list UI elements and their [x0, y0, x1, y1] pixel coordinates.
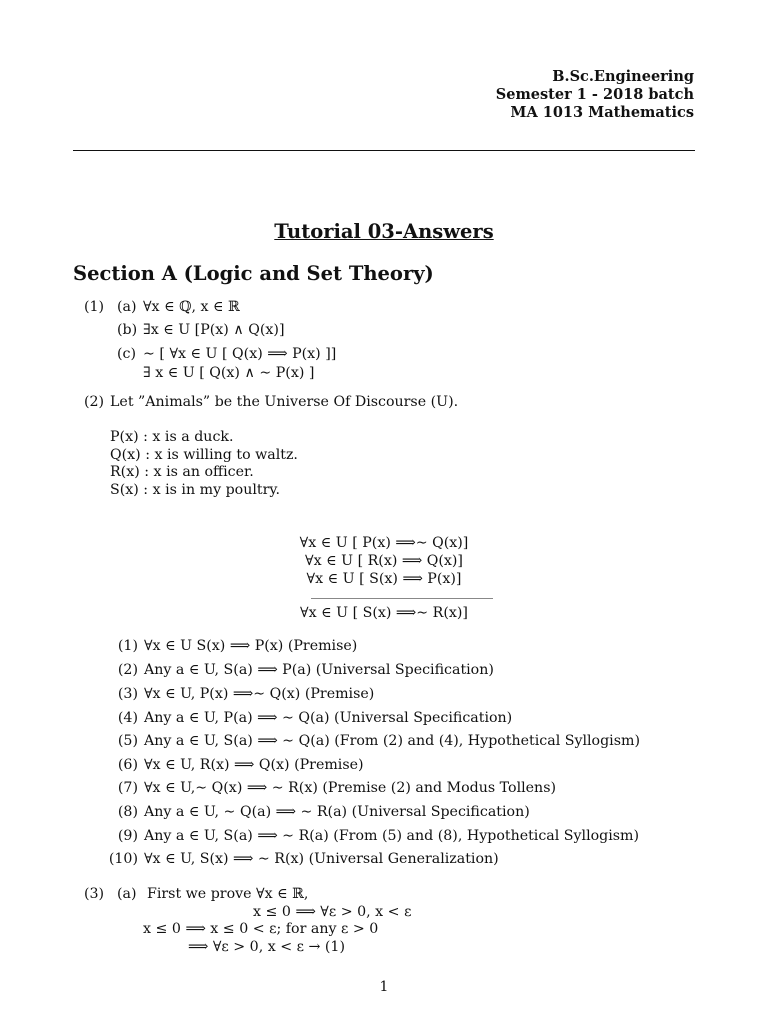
q3-line-2: x ≤ 0 ⟹ x ≤ 0 < ε; for any ε > 0	[143, 921, 379, 937]
q2-def-r: R(x) : x is an officer.	[110, 464, 254, 480]
header-course: MA 1013 Mathematics	[510, 104, 694, 121]
step-text: ∀x ∈ U,∼ Q(x) ⟹ ∼ R(x) (Premise (2) and Modus Tollens)	[144, 780, 557, 796]
q1-a-label: (a)	[117, 299, 137, 315]
section-heading: Section A (Logic and Set Theory)	[73, 262, 434, 285]
step-text: Any a ∈ U, P(a) ⟹ ∼ Q(a) (Universal Specification)	[144, 710, 513, 726]
conclusion: ∀x ∈ U [ S(x) ⟹∼ R(x)]	[300, 605, 468, 621]
q1-a-text: ∀x ∈ ℚ, x ∈ ℝ	[143, 299, 240, 315]
step-number: (10)	[108, 851, 138, 867]
q2-def-p: P(x) : x is a duck.	[110, 429, 234, 445]
q3-line-1: x ≤ 0 ⟹ ∀ε > 0, x < ε	[253, 904, 412, 920]
q2-intro: Let ”Animals” be the Universe Of Discourse (U).	[110, 394, 459, 410]
step-number: (1)	[117, 638, 138, 654]
conclusion-rule	[311, 598, 493, 599]
step-number: (9)	[117, 828, 138, 844]
step-text: ∀x ∈ U, P(x) ⟹∼ Q(x) (Premise)	[144, 686, 375, 702]
step-number: (3)	[117, 686, 138, 702]
question-3-number: (3)	[84, 886, 105, 902]
header-rule	[73, 150, 695, 151]
step-number: (6)	[117, 757, 138, 773]
step-text: Any a ∈ U, S(a) ⟹ P(a) (Universal Specification)	[144, 662, 494, 678]
q2-def-q: Q(x) : x is willing to waltz.	[110, 447, 298, 463]
header-semester: Semester 1 - 2018 batch	[495, 86, 694, 103]
step-text: Any a ∈ U, S(a) ⟹ ∼ Q(a) (From (2) and (4), Hypothetical Syllogism)	[144, 733, 640, 749]
q1-c-label: (c)	[117, 346, 137, 362]
question-1-number: (1)	[84, 299, 105, 315]
premise-3: ∀x ∈ U [ S(x) ⟹ P(x)]	[306, 571, 462, 587]
step-number: (8)	[117, 804, 138, 820]
step-number: (7)	[117, 780, 138, 796]
q1-b-text: ∃x ∈ U [P(x) ∧ Q(x)]	[143, 322, 285, 338]
step-number: (4)	[117, 710, 138, 726]
q1-b-label: (b)	[117, 322, 138, 338]
step-number: (2)	[117, 662, 138, 678]
q1-c-line2: ∃ x ∈ U [ Q(x) ∧ ∼ P(x) ]	[143, 365, 315, 381]
q1-c-line1: ∼ [ ∀x ∈ U [ Q(x) ⟹ P(x) ]]	[143, 346, 337, 362]
step-text: ∀x ∈ U, R(x) ⟹ Q(x) (Premise)	[144, 757, 364, 773]
premise-2: ∀x ∈ U [ R(x) ⟹ Q(x)]	[305, 553, 463, 569]
page-title: Tutorial 03-Answers	[274, 220, 494, 243]
course-header	[496, 68, 694, 122]
step-text: ∀x ∈ U S(x) ⟹ P(x) (Premise)	[144, 638, 358, 654]
header-program: B.Sc.Engineering	[552, 68, 694, 85]
step-number: (5)	[117, 733, 138, 749]
q3-a-label: (a)	[117, 886, 137, 902]
page-number: 1	[379, 979, 389, 995]
step-text: Any a ∈ U, ∼ Q(a) ⟹ ∼ R(a) (Universal Specification)	[144, 804, 530, 820]
step-text: ∀x ∈ U, S(x) ⟹ ∼ R(x) (Universal Generalization)	[144, 851, 499, 867]
step-text: Any a ∈ U, S(a) ⟹ ∼ R(a) (From (5) and (8), Hypothetical Syllogism)	[144, 828, 640, 844]
q3-a-intro: First we prove ∀x ∈ ℝ,	[147, 886, 309, 902]
premise-1: ∀x ∈ U [ P(x) ⟹∼ Q(x)]	[299, 535, 469, 551]
question-2-number: (2)	[84, 394, 105, 410]
q3-line-3: ⟹ ∀ε > 0, x < ε → (1)	[188, 939, 345, 955]
q2-def-s: S(x) : x is in my poultry.	[110, 482, 281, 498]
